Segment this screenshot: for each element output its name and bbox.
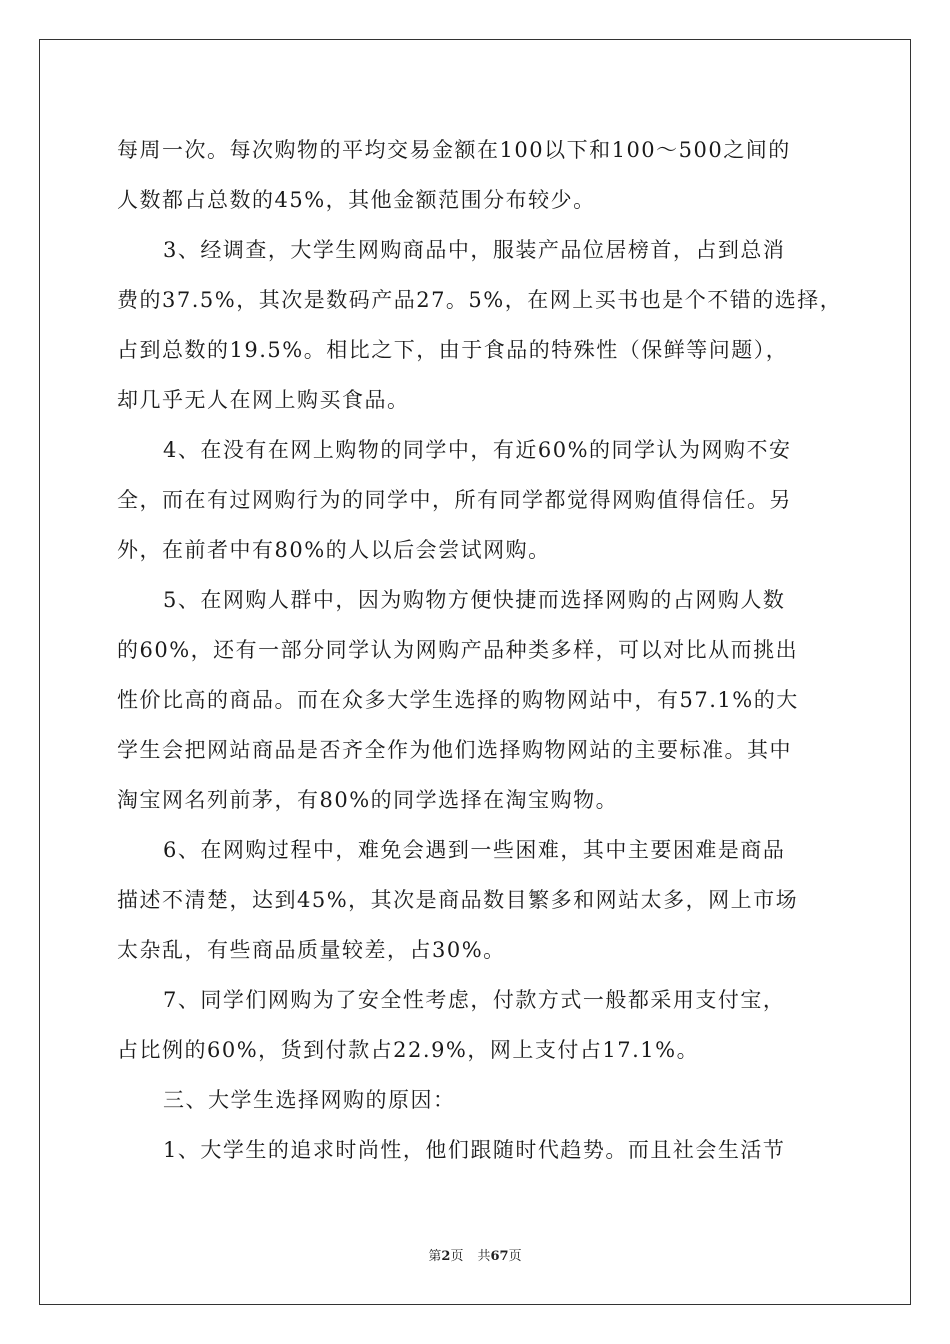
text-line: 学生会把网站商品是否齐全作为他们选择购物网站的主要标准。其中 — [117, 738, 792, 762]
document-body — [117, 125, 843, 1175]
text-line: 却几乎无人在网上购买食品。 — [117, 388, 410, 412]
text-line: 7、同学们网购为了安全性考虑，付款方式一般都采用支付宝， — [163, 988, 786, 1012]
text-line: 1、大学生的追求时尚性，他们跟随时代趋势。而且社会生活节 — [163, 1138, 786, 1162]
text-line: 费的37.5%，其次是数码产品27。5%，在网上买书也是个不错的选择， — [117, 288, 843, 312]
section-heading: 三、大学生选择网购的原因： — [163, 1088, 456, 1112]
text-line: 人数都占总数的45%，其他金额范围分布较少。 — [117, 188, 596, 212]
text-line: 3、经调查，大学生网购商品中，服装产品位居榜首，占到总消 — [163, 238, 786, 262]
page-number: 2 — [441, 1249, 451, 1264]
total-suffix: 页 — [508, 1249, 522, 1264]
total-prefix: 共 — [477, 1249, 491, 1264]
text-line: 性价比高的商品。而在众多大学生选择的购物网站中，有57.1%的大 — [117, 688, 799, 712]
total-pages: 67 — [490, 1249, 509, 1264]
text-line: 6、在网购过程中，难免会遇到一些困难，其中主要困难是商品 — [163, 838, 786, 862]
text-line: 的60%，还有一部分同学认为网购产品种类多样，可以对比从而挑出 — [117, 638, 799, 662]
text-line: 占比例的60%，货到付款占22.9%，网上支付占17.1%。 — [117, 1038, 700, 1062]
text-line: 描述不清楚，达到45%，其次是商品数目繁多和网站太多，网上市场 — [117, 888, 799, 912]
text-line: 外，在前者中有80%的人以后会尝试网购。 — [117, 538, 551, 562]
page-footer — [0, 1245, 950, 1264]
page-suffix: 页 — [450, 1249, 464, 1264]
text-line: 4、在没有在网上购物的同学中，有近60%的同学认为网购不安 — [163, 438, 792, 462]
text-line: 5、在网购人群中，因为购物方便快捷而选择网购的占网购人数 — [163, 588, 786, 612]
text-line: 占到总数的19.5%。相比之下，由于食品的特殊性（保鲜等问题）， — [117, 338, 789, 362]
text-line: 太杂乱，有些商品质量较差，占30%。 — [117, 938, 506, 962]
text-line: 全，而在有过网购行为的同学中，所有同学都觉得网购值得信任。另 — [117, 488, 792, 512]
text-line: 淘宝网名列前茅，有80%的同学选择在淘宝购物。 — [117, 788, 619, 812]
page-prefix: 第 — [428, 1249, 442, 1264]
text-line: 每周一次。每次购物的平均交易金额在100以下和100～500之间的 — [117, 138, 791, 162]
